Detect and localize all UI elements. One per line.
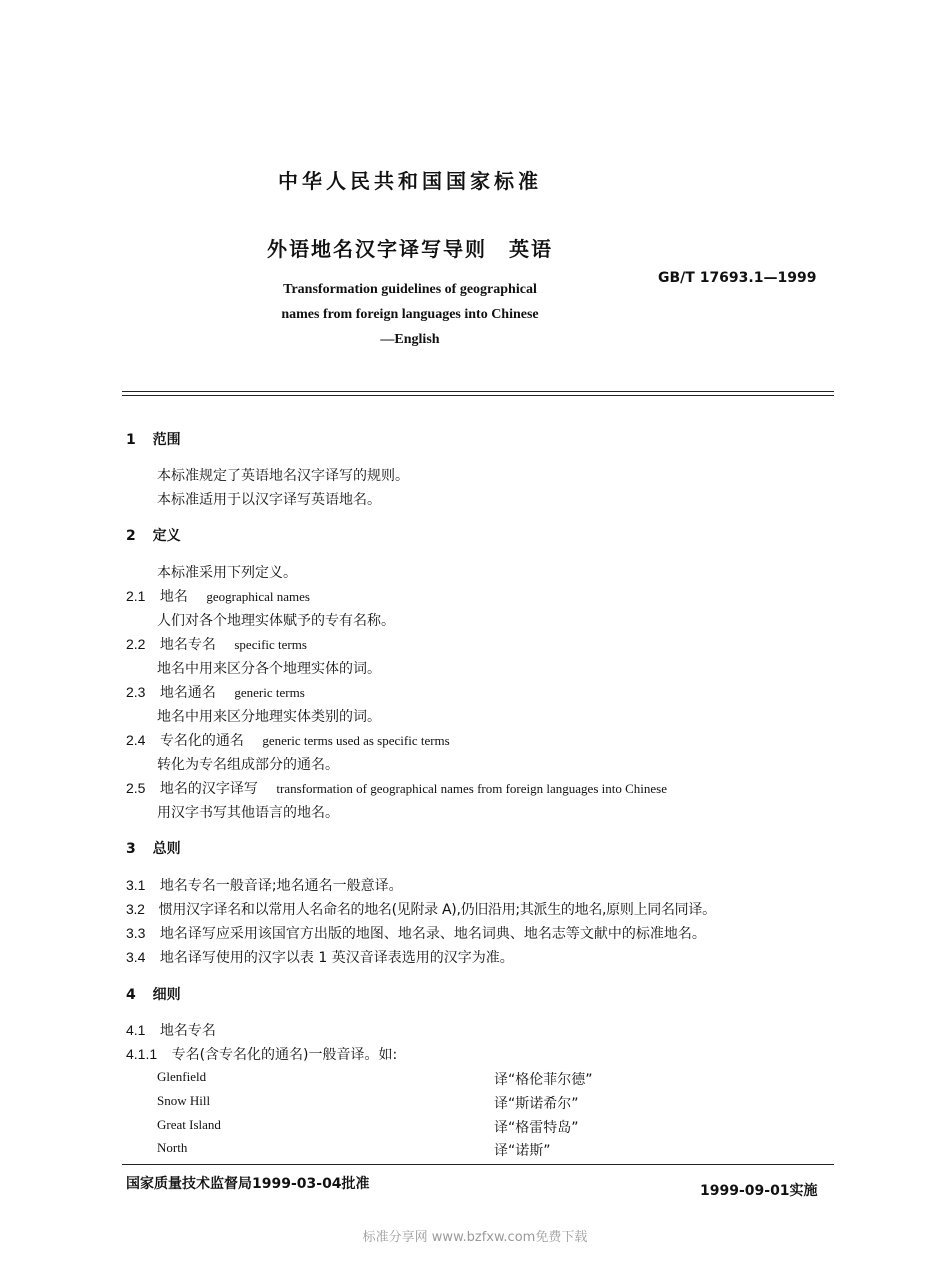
example-chinese-translation: 译“诺斯” [494, 1143, 551, 1159]
clause-number: 2.1 [126, 588, 146, 604]
clause-3-1 [126, 875, 403, 895]
clause-number: 4.1 [126, 1022, 146, 1038]
paragraph: 本标准适用于以汉字译写英语地名。 [157, 492, 381, 508]
section-4-heading [126, 984, 181, 1004]
term: 地名通名 [159, 685, 216, 701]
clause-number: 3.2 [126, 901, 145, 917]
section-1-heading [126, 429, 181, 449]
term-english: generic terms used as specific terms [262, 733, 450, 748]
example-english-name: Snow Hill [157, 1093, 211, 1108]
clause-text: 地名译写应采用该国官方出版的地图、地名录、地名词典、地名志等文献中的标准地名。 [159, 926, 706, 942]
clause-4-1-1 [126, 1044, 397, 1064]
standard-title: 外语地名汉字译写导则 英语 [267, 237, 553, 261]
example-english-name: Great Island [157, 1117, 221, 1132]
section-title: 总则 [152, 841, 181, 857]
english-title-line-1: Transformation guidelines of geographical [283, 282, 537, 297]
effective-date: 1999-09-01实施 [700, 1183, 818, 1199]
definition-text: 地名中用来区分地理实体类别的词。 [157, 709, 381, 725]
term-english: specific terms [234, 637, 307, 652]
definition-text: 地名中用来区分各个地理实体的词。 [157, 661, 381, 677]
section-title: 细则 [152, 987, 181, 1003]
term-english: transformation of geographical names from foreign languages into Chinese [276, 781, 667, 796]
footer-rule [122, 1164, 834, 1165]
term-english: generic terms [234, 685, 305, 700]
clause-number: 2.5 [126, 780, 146, 796]
watermark: 标准分享网 www.bzfxw.com免费下载 [362, 1230, 588, 1245]
example-chinese-translation: 译“斯诺希尔” [494, 1096, 579, 1112]
example-english-name: Glenfield [157, 1069, 207, 1084]
english-title-line-2: names from foreign languages into Chinese [281, 307, 539, 322]
paragraph: 本标准规定了英语地名汉字译写的规则。 [157, 468, 409, 484]
clause-text: 惯用汉字译名和以常用人名命名的地名(见附录 A),仍旧沿用;其派生的地名,原则上同名同译。 [158, 902, 716, 918]
term: 地名的汉字译写 [159, 781, 258, 797]
clause-text: 专名(含专名化的通名)一般音译。如: [171, 1047, 398, 1063]
clause-text: 地名译写使用的汉字以表 1 英汉音译表选用的汉字为准。 [159, 950, 514, 966]
definition-2-2 [126, 634, 307, 654]
clause-3-2 [126, 899, 716, 919]
header-rule-bottom [122, 395, 834, 396]
standard-code: GB/T 17693.1—1999 [658, 270, 817, 286]
definition-2-5 [126, 778, 667, 798]
example-chinese-translation: 译“格伦菲尔德” [494, 1072, 593, 1088]
clause-3-3 [126, 923, 706, 943]
definition-2-4 [126, 730, 450, 750]
issuer-title: 中华人民共和国国家标准 [278, 169, 542, 193]
term: 专名化的通名 [159, 733, 244, 749]
clause-number: 3.4 [126, 949, 146, 965]
term: 地名专名 [159, 637, 216, 653]
approval-date: 国家质量技术监督局1999-03-04批准 [126, 1176, 370, 1192]
clause-3-4 [126, 947, 514, 967]
clause-number: 2.4 [126, 732, 146, 748]
example-english-name: North [157, 1140, 188, 1155]
definition-2-3 [126, 682, 305, 702]
definition-text: 转化为专名组成部分的通名。 [157, 757, 339, 773]
section-2-heading [126, 525, 181, 545]
definition-text: 用汉字书写其他语言的地名。 [157, 805, 339, 821]
example-chinese-translation: 译“格雷特岛” [494, 1120, 579, 1136]
clause-text: 地名专名 [159, 1023, 216, 1039]
section-title: 定义 [152, 528, 181, 544]
section-number: 4 [126, 987, 136, 1003]
clause-text: 地名专名一般音译;地名通名一般意译。 [159, 878, 403, 894]
clause-number: 2.3 [126, 684, 146, 700]
section-3-heading [126, 838, 181, 858]
clause-number: 3.1 [126, 877, 146, 893]
section-number: 1 [126, 432, 136, 448]
clause-number: 3.3 [126, 925, 146, 941]
clause-4-1 [126, 1020, 216, 1040]
section-title: 范围 [152, 432, 181, 448]
section-number: 3 [126, 841, 136, 857]
definition-2-1 [126, 586, 310, 606]
clause-number: 4.1.1 [126, 1046, 158, 1062]
header-rule-top [122, 391, 834, 392]
section-number: 2 [126, 528, 136, 544]
english-title-line-3: —English [380, 332, 440, 347]
term: 地名 [159, 589, 188, 605]
definition-text: 人们对各个地理实体赋予的专有名称。 [157, 613, 395, 629]
term-english: geographical names [206, 589, 310, 604]
clause-number: 2.2 [126, 636, 146, 652]
paragraph: 本标准采用下列定义。 [157, 565, 297, 581]
